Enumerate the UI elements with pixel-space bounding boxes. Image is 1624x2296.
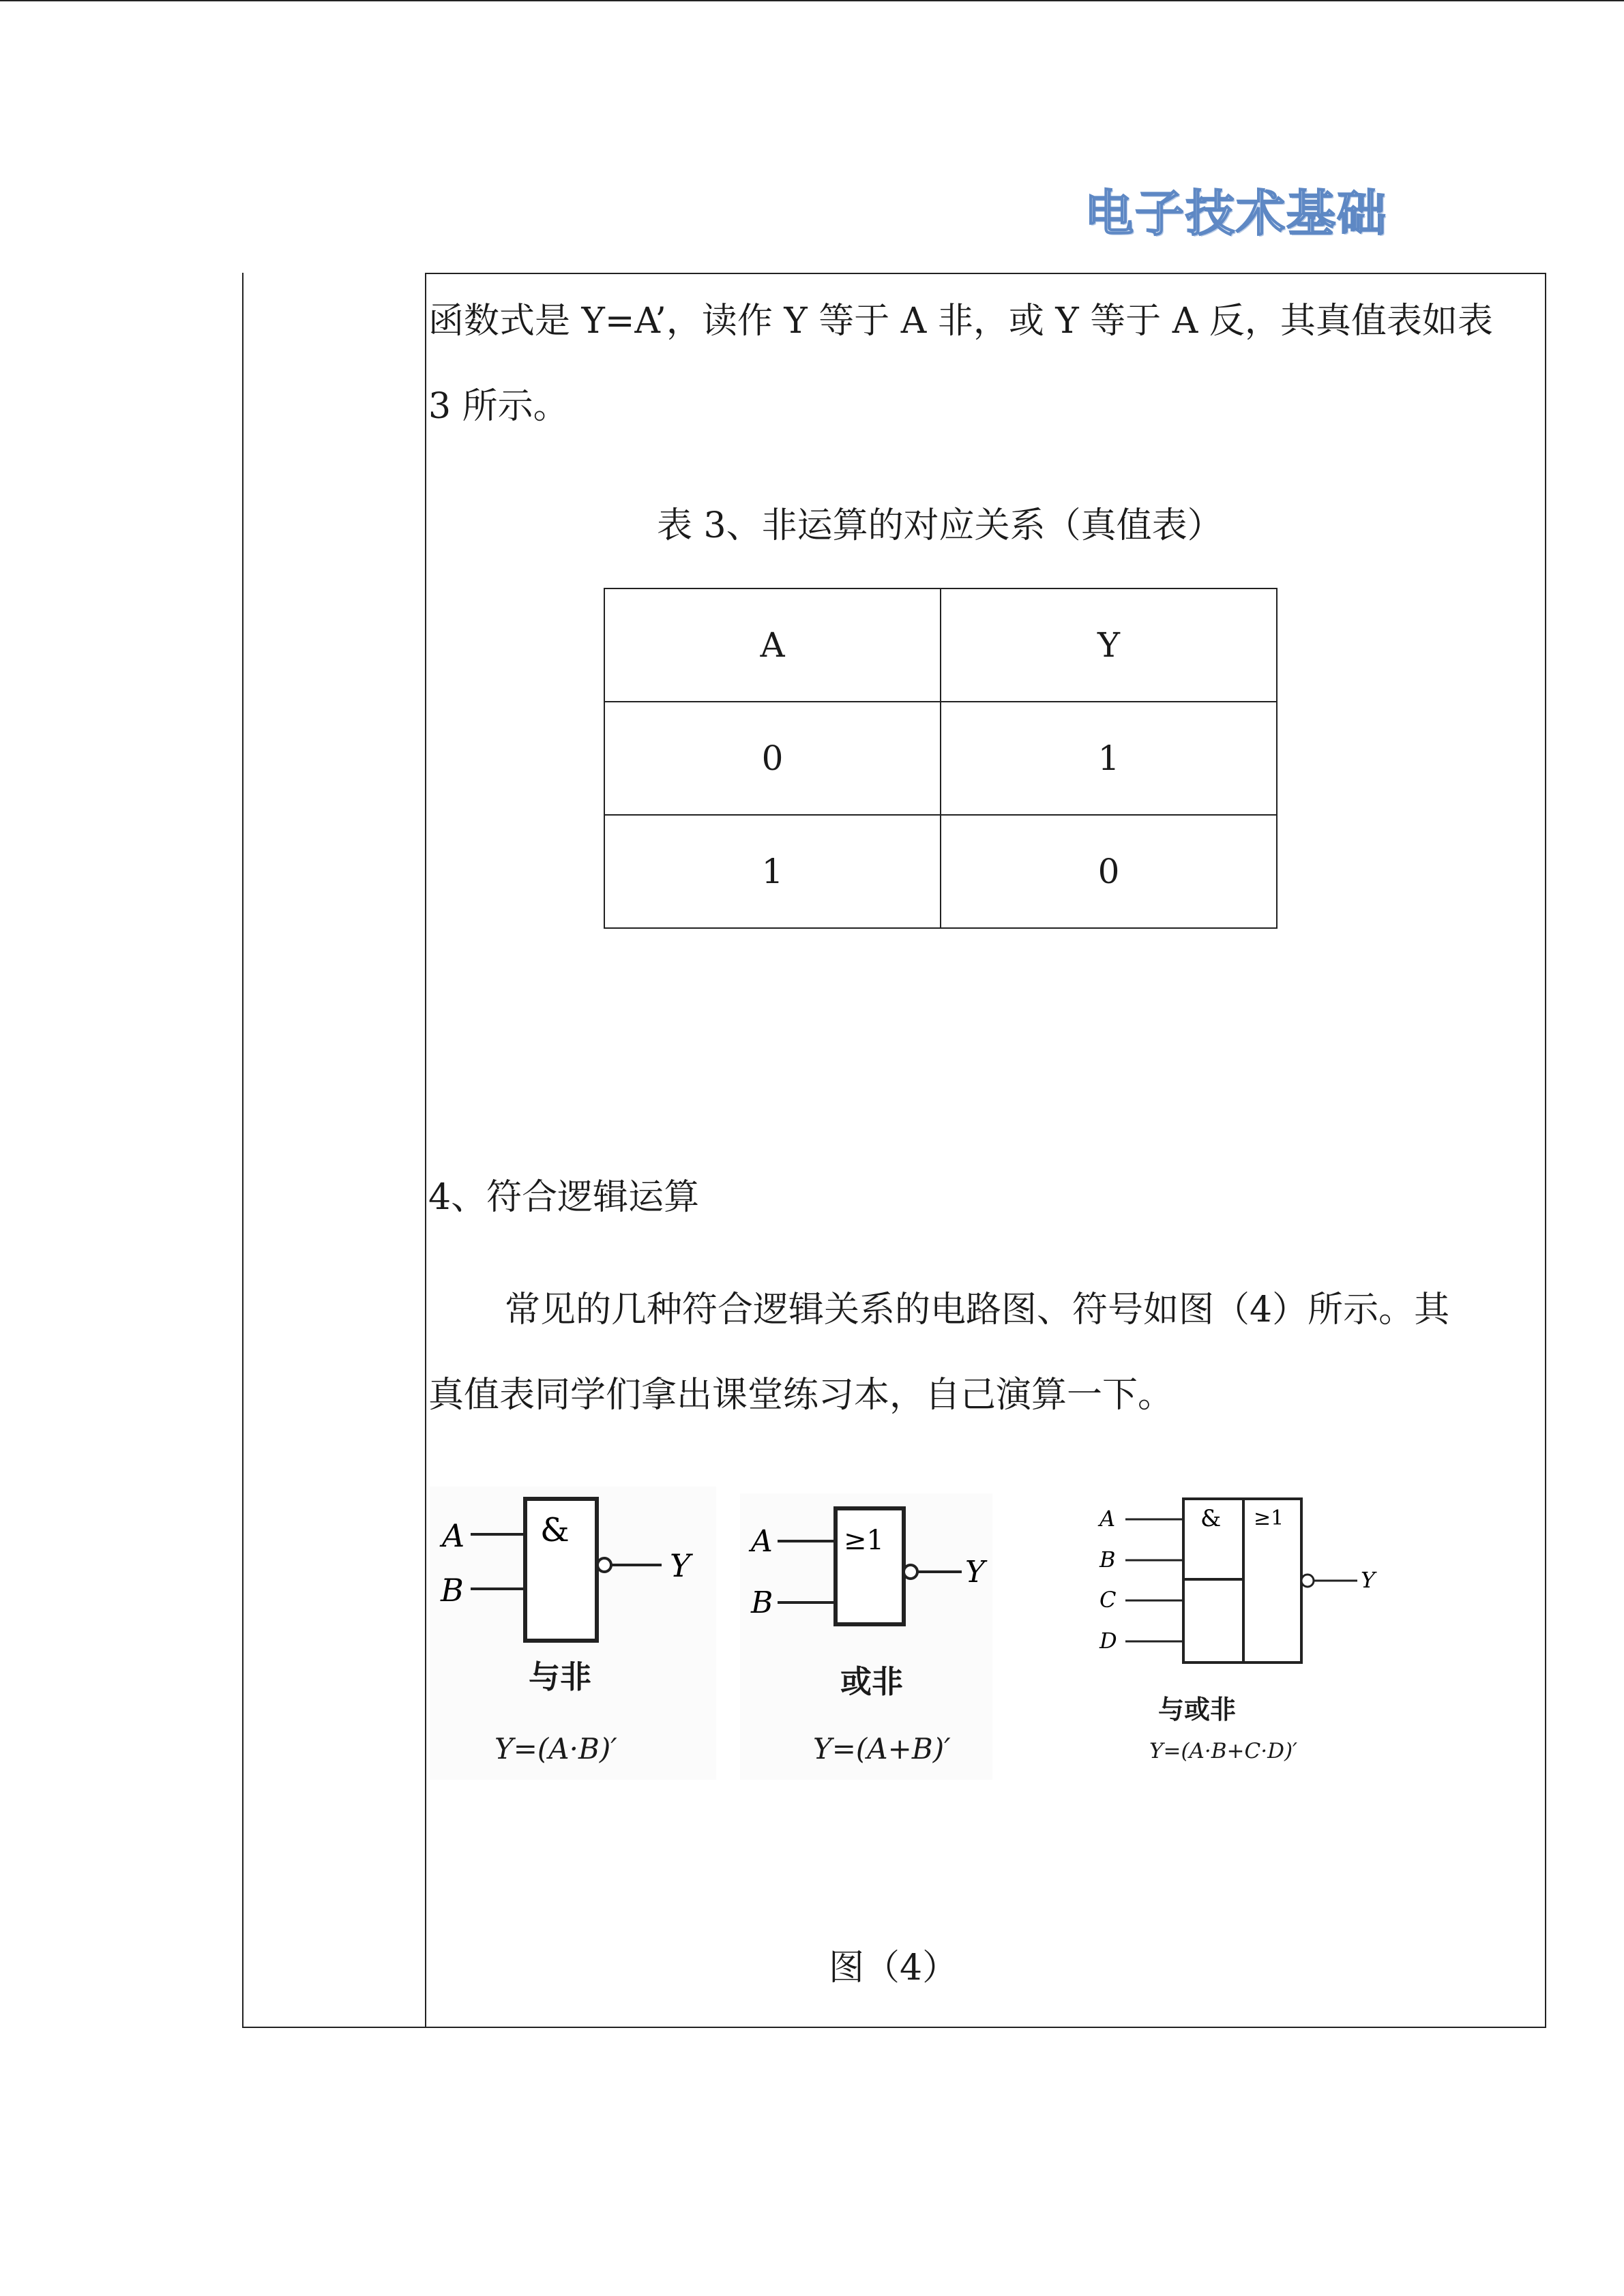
gate-input-label: C — [1099, 1587, 1117, 1613]
gate-inversion-bubble — [904, 1565, 917, 1579]
gate-symbol: ≥1 — [1254, 1506, 1284, 1530]
section-heading: 4、符合逻辑运算 — [428, 1177, 700, 1218]
gate-inversion-bubble — [597, 1558, 611, 1572]
gate-output-label: Y — [1361, 1567, 1376, 1593]
header-title: 电子技术基础 — [1084, 185, 1388, 242]
gate-input-label: A — [1099, 1506, 1116, 1532]
paragraph-line: 函数式是 Y=A’，读作 Y 等于 A 非，或 Y 等于 A 反，其真值表如表 — [428, 301, 1493, 342]
gate-input-label: B — [751, 1585, 773, 1620]
table-header-cell: Y — [941, 588, 1277, 702]
gate-inversion-bubble — [1301, 1575, 1314, 1587]
table-cell: 0 — [941, 815, 1277, 928]
gate-input-label: B — [1099, 1547, 1116, 1572]
gate-input-label: B — [441, 1572, 464, 1609]
table-header-row — [604, 588, 1277, 702]
truth-table — [604, 588, 1278, 929]
gate-output-label: Y — [670, 1547, 691, 1584]
gate-symbol: ≥1 — [844, 1525, 884, 1556]
table-left-column — [242, 273, 425, 2028]
gate-name: 与非 — [529, 1658, 591, 1695]
table-row — [604, 815, 1277, 928]
gate-input-label: A — [442, 1517, 465, 1554]
gate-name: 与或非 — [1158, 1695, 1237, 1725]
top-border-line — [0, 0, 1624, 1]
gate-formula: Y=(A·B+C·D)′ — [1149, 1739, 1298, 1763]
gate-output-label: Y — [965, 1555, 986, 1590]
gate-input-label: A — [751, 1524, 773, 1559]
table-cell: 1 — [604, 815, 941, 928]
gate-formula: Y=(A+B)′ — [813, 1732, 951, 1765]
table-cell: 0 — [604, 702, 941, 815]
gate-name: 或非 — [840, 1663, 903, 1700]
gate-symbol: & — [540, 1511, 570, 1549]
paragraph-line: 真值表同学们拿出课堂练习本，自己演算一下。 — [428, 1375, 1174, 1416]
table-row — [604, 702, 1277, 815]
gate-formula: Y=(A·B)′ — [494, 1732, 617, 1765]
paragraph-line: 3 所示。 — [428, 386, 569, 427]
figure-caption: 图（4） — [829, 1948, 958, 1988]
table-caption: 表 3、非运算的对应关系（真值表） — [657, 505, 1223, 546]
gate-and-section — [1183, 1579, 1243, 1663]
nor-gate-diagram — [740, 1493, 992, 1671]
gate-input-label: D — [1099, 1628, 1117, 1654]
gate-symbol: & — [1200, 1505, 1222, 1532]
and-or-invert-gate-diagram — [1084, 1487, 1398, 1678]
table-cell: 1 — [941, 702, 1277, 815]
paragraph-line: 常见的几种符合逻辑关系的电路图、符号如图（4）所示。其 — [505, 1289, 1450, 1330]
table-header-cell: A — [604, 588, 941, 702]
